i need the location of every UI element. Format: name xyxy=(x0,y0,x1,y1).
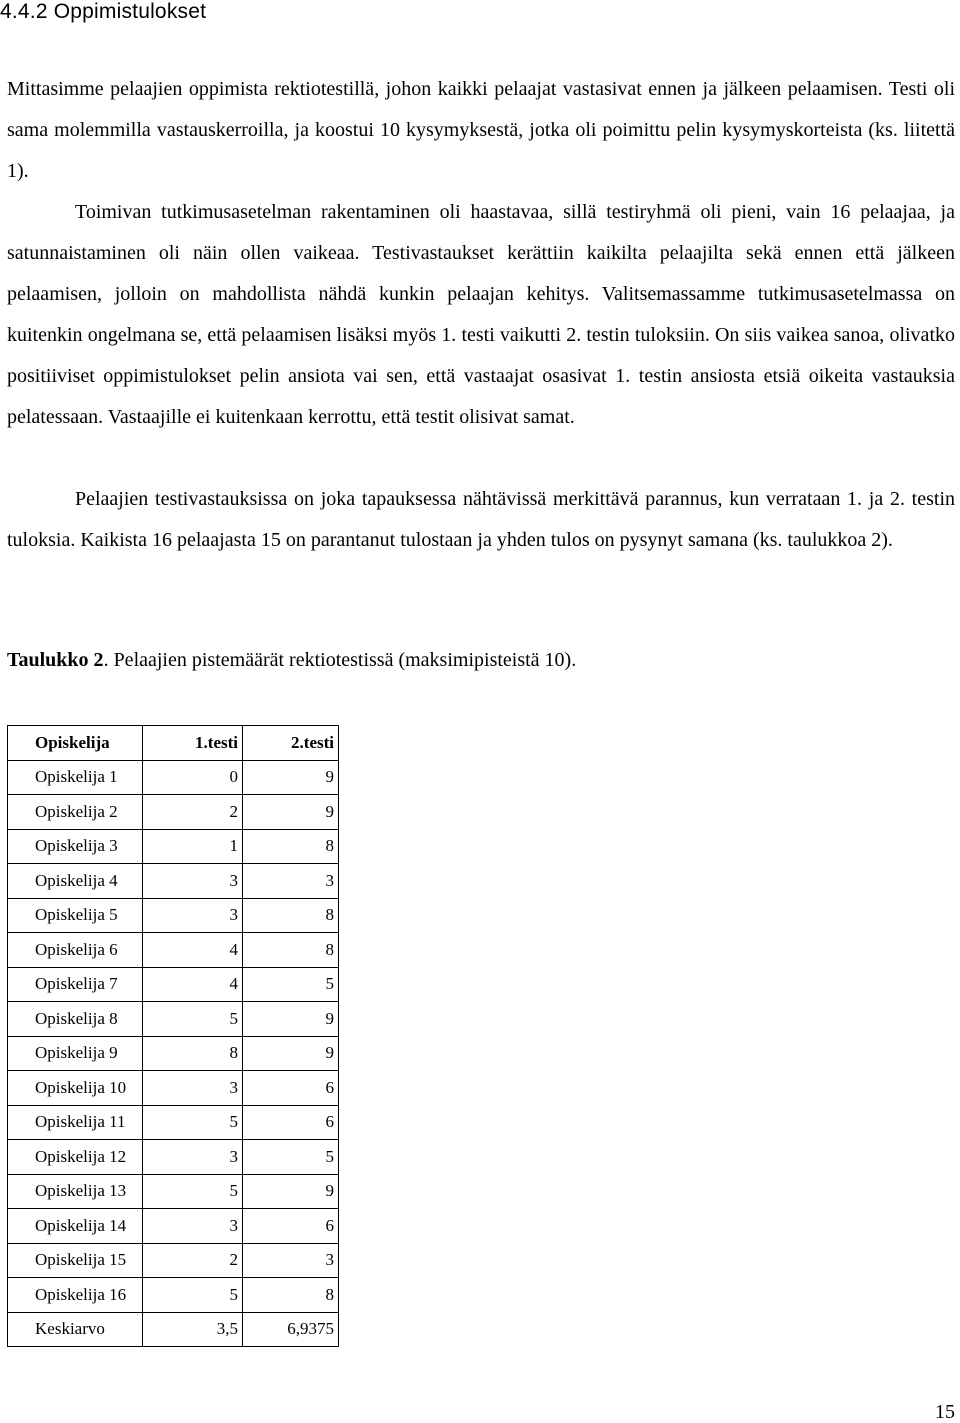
page-number: 15 xyxy=(935,1401,955,1423)
student-name-cell: Opiskelija 3 xyxy=(8,829,143,864)
table-header-row xyxy=(8,726,339,761)
paragraph-1 xyxy=(7,69,955,192)
table-row xyxy=(8,1243,339,1278)
table-row xyxy=(8,760,339,795)
table-caption xyxy=(7,647,576,673)
table-row xyxy=(8,795,339,830)
table-caption-text: . Pelaajien pistemäärät rektiotestissä (maksimipisteistä 10). xyxy=(103,649,577,671)
test-2-score-cell: 9 xyxy=(243,1174,339,1209)
table-row xyxy=(8,1140,339,1175)
test-2-score-cell: 6,9375 xyxy=(243,1312,339,1347)
test-2-score-cell: 6 xyxy=(243,1209,339,1244)
student-name-cell: Opiskelija 12 xyxy=(8,1140,143,1175)
student-name-cell: Opiskelija 5 xyxy=(8,898,143,933)
paragraph-2-text: Toimivan tutkimusasetelman rakentaminen oli haastavaa, sillä testiryhmä oli pieni, vain 16 pelaajaa, ja satunnaistaminen oli näin ollen vaikeaa. Testivastaukset kerättiin kaikilta pelaajilta sekä ennen että jälkeen pelaamisen, jolloin on mahdollista nähdä kunkin pelaajan kehitys. Valitsemassamme tutkimusasetelmassa on kuitenkin ongelmana se, että pelaamisen lisäksi myös 1. testi vaikutti 2. testin tuloksiin. On siis vaikea sanoa, olivatko positiiviset oppimistulokset pelin ansiota vai sen, että vastaajat osasivat 1. testin ansiosta etsiä oikeita vastauksia pelatessaan. Vastaajille ei kuitenkaan kerrottu, että testit olisivat samat. xyxy=(7,201,955,428)
paragraph-3 xyxy=(7,479,955,561)
test-2-score-cell: 8 xyxy=(243,898,339,933)
student-name-cell: Opiskelija 4 xyxy=(8,864,143,899)
table-row xyxy=(8,1278,339,1313)
student-name-cell: Opiskelija 13 xyxy=(8,1174,143,1209)
paragraph-1-text: Mittasimme pelaajien oppimista rektiotestillä, johon kaikki pelaajat vastasivat ennen ja jälkeen pelaamisen. Testi oli sama molemmilla vastauskerroilla, ja koostui 10 kysymyksestä, jotka oli poimittu pelin kysymyskorteista (ks. liitettä 1). xyxy=(7,78,955,182)
student-name-cell: Opiskelija 10 xyxy=(8,1071,143,1106)
table-row xyxy=(8,1002,339,1037)
test-1-score-cell: 5 xyxy=(143,1174,243,1209)
paragraph-2 xyxy=(7,192,955,438)
test-2-score-cell: 6 xyxy=(243,1071,339,1106)
test-1-score-cell: 3 xyxy=(143,1071,243,1106)
test-2-score-cell: 6 xyxy=(243,1105,339,1140)
table-row xyxy=(8,898,339,933)
test-1-score-cell: 4 xyxy=(143,967,243,1002)
student-name-cell: Opiskelija 16 xyxy=(8,1278,143,1313)
table-row xyxy=(8,1071,339,1106)
test-2-score-cell: 9 xyxy=(243,1002,339,1037)
test-1-score-cell: 5 xyxy=(143,1105,243,1140)
test-1-score-cell: 1 xyxy=(143,829,243,864)
student-name-cell: Keskiarvo xyxy=(8,1312,143,1347)
test-1-score-cell: 3,5 xyxy=(143,1312,243,1347)
test-1-score-cell: 3 xyxy=(143,864,243,899)
student-name-cell: Opiskelija 9 xyxy=(8,1036,143,1071)
table-row xyxy=(8,1105,339,1140)
test-1-score-cell: 2 xyxy=(143,795,243,830)
paragraph-3-text: Pelaajien testivastauksissa on joka tapauksessa nähtävissä merkittävä parannus, kun verrataan 1. ja 2. testin tuloksia. Kaikista 16 pelaajasta 15 on parantanut tulostaan ja yhden tulos on pysynyt samana (ks. taulukkoa 2). xyxy=(7,488,955,551)
header-test-1: 1.testi xyxy=(143,726,243,761)
table-row xyxy=(8,1036,339,1071)
table-row xyxy=(8,933,339,968)
header-test-2: 2.testi xyxy=(243,726,339,761)
test-1-score-cell: 8 xyxy=(143,1036,243,1071)
test-1-score-cell: 2 xyxy=(143,1243,243,1278)
student-name-cell: Opiskelija 2 xyxy=(8,795,143,830)
student-name-cell: Opiskelija 6 xyxy=(8,933,143,968)
table-row xyxy=(8,1174,339,1209)
test-2-score-cell: 8 xyxy=(243,933,339,968)
table-row xyxy=(8,864,339,899)
test-1-score-cell: 0 xyxy=(143,760,243,795)
test-2-score-cell: 5 xyxy=(243,1140,339,1175)
test-2-score-cell: 9 xyxy=(243,795,339,830)
test-1-score-cell: 3 xyxy=(143,1209,243,1244)
table-caption-label: Taulukko 2 xyxy=(7,649,104,671)
test-1-score-cell: 5 xyxy=(143,1278,243,1313)
student-name-cell: Opiskelija 1 xyxy=(8,760,143,795)
test-1-score-cell: 4 xyxy=(143,933,243,968)
section-heading: 4.4.2 Oppimistulokset xyxy=(0,0,207,23)
scores-table xyxy=(7,725,339,1347)
student-name-cell: Opiskelija 11 xyxy=(8,1105,143,1140)
test-1-score-cell: 5 xyxy=(143,1002,243,1037)
table-row xyxy=(8,967,339,1002)
test-2-score-cell: 8 xyxy=(243,829,339,864)
student-name-cell: Opiskelija 15 xyxy=(8,1243,143,1278)
table-row xyxy=(8,1312,339,1347)
test-2-score-cell: 3 xyxy=(243,864,339,899)
test-2-score-cell: 5 xyxy=(243,967,339,1002)
test-2-score-cell: 8 xyxy=(243,1278,339,1313)
test-1-score-cell: 3 xyxy=(143,898,243,933)
test-1-score-cell: 3 xyxy=(143,1140,243,1175)
table-row xyxy=(8,1209,339,1244)
test-2-score-cell: 3 xyxy=(243,1243,339,1278)
test-2-score-cell: 9 xyxy=(243,1036,339,1071)
test-2-score-cell: 9 xyxy=(243,760,339,795)
student-name-cell: Opiskelija 8 xyxy=(8,1002,143,1037)
table-row xyxy=(8,829,339,864)
header-student: Opiskelija xyxy=(8,726,143,761)
student-name-cell: Opiskelija 14 xyxy=(8,1209,143,1244)
student-name-cell: Opiskelija 7 xyxy=(8,967,143,1002)
